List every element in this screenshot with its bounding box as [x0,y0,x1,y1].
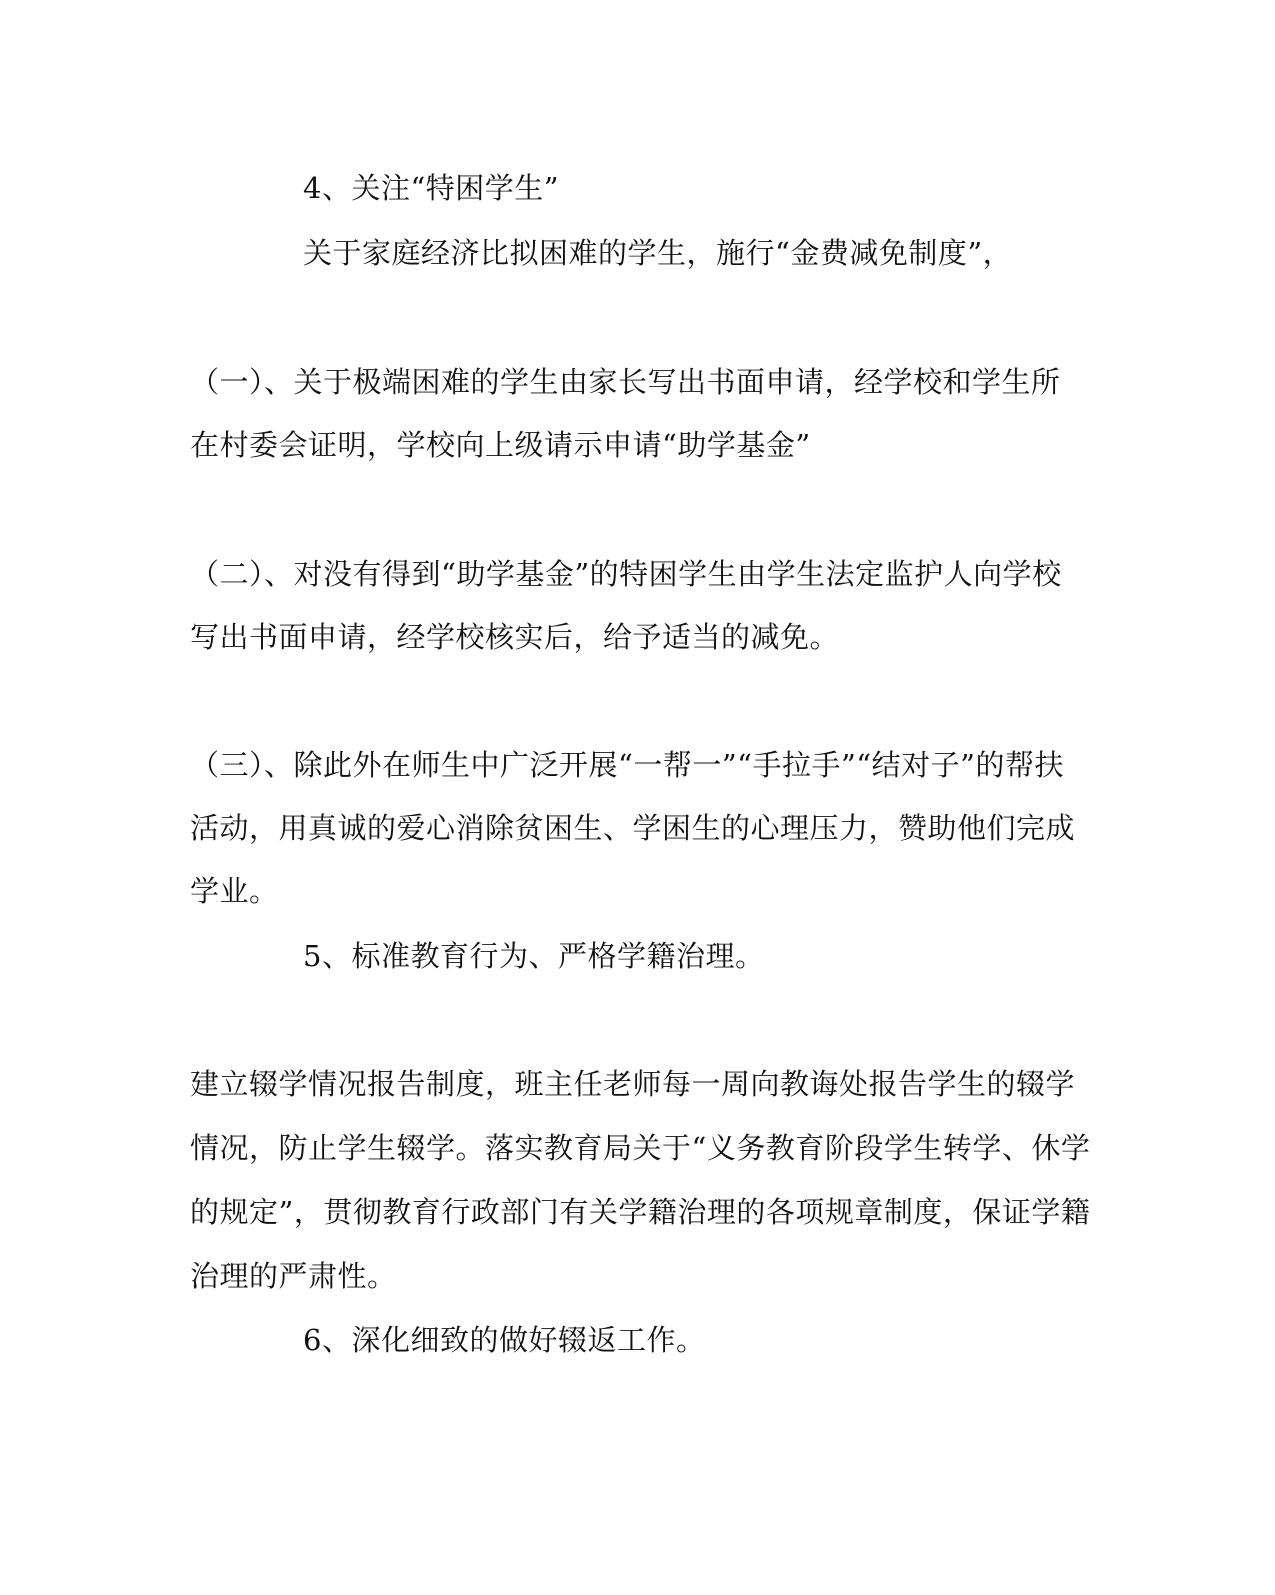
paragraph-line: 情况，防止学生辍学。落实教育局关于“义务教育阶段学生转学、休学 [190,1131,1091,1165]
paragraph-line: 活动，用真诚的爱心消除贫困生、学困生的心理压力，赞助他们完成 [190,811,1076,845]
paragraph-line: 在村委会证明，学校向上级请示申请“助学基金” [190,428,811,462]
section-heading-6: 6、深化细致的做好辍返工作。 [303,1323,706,1357]
paragraph-line: （二）、对没有得到“助学基金”的特困学生由学生法定监护人向学校 [190,557,1062,591]
paragraph-line: 关于家庭经济比拟困难的学生，施行“金费减免制度”， [303,236,1013,270]
paragraph-line: 学业。 [190,874,279,908]
paragraph-line: 的规定”，贯彻教育行政部门有关学籍治理的各项规章制度，保证学籍 [190,1195,1091,1229]
section-heading-5: 5、标准教育行为、严格学籍治理。 [303,939,765,973]
paragraph-line: （一）、关于极端困难的学生由家长写出书面申请，经学校和学生所 [190,365,1061,399]
paragraph-line: 治理的严肃性。 [190,1259,397,1293]
paragraph-line: （三）、除此外在师生中广泛开展“一帮一”“手拉手”“结对子”的帮扶 [190,748,1064,782]
section-heading-4: 4、关注“特困学生” [303,171,560,205]
paragraph-line: 建立辍学情况报告制度，班主任老师每一周向教诲处报告学生的辍学 [190,1067,1076,1101]
paragraph-line: 写出书面申请，经学校核实后，给予适当的减免。 [190,620,840,654]
